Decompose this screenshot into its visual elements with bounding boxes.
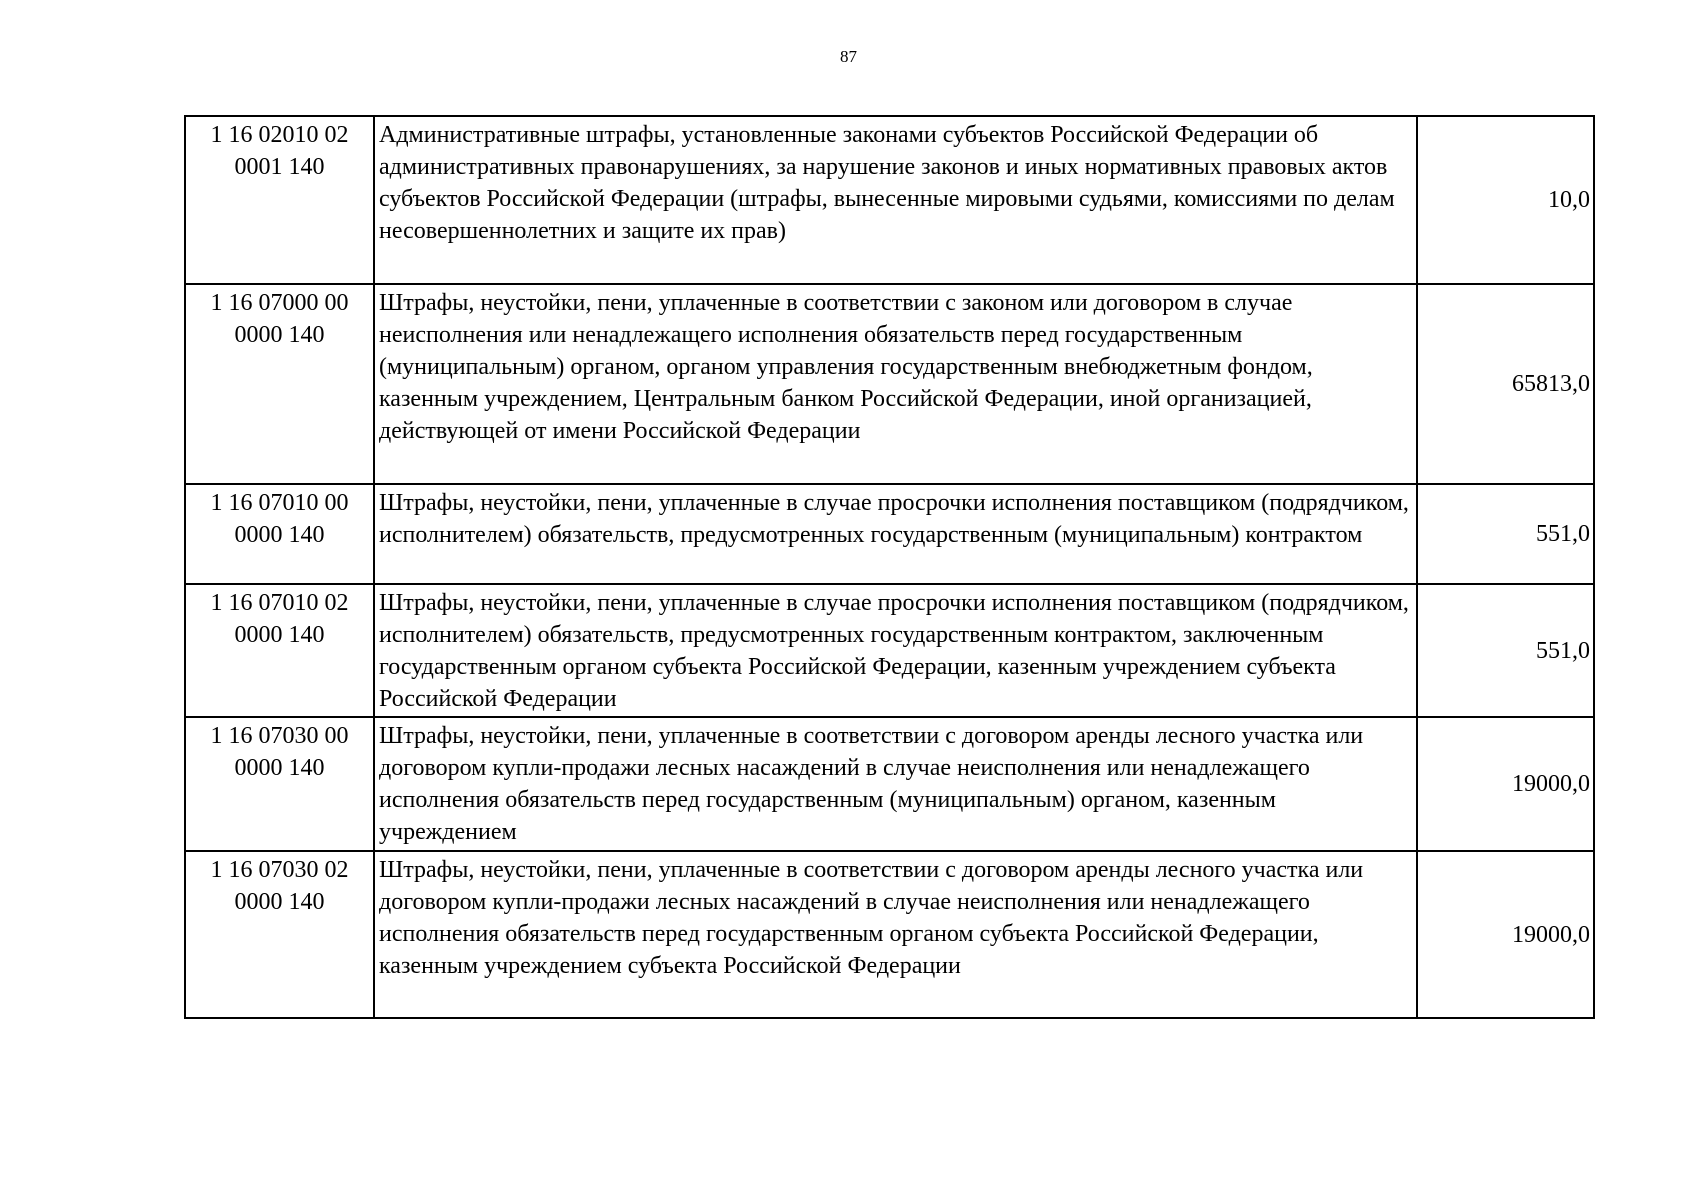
revenue-code-line: 0000 140 xyxy=(234,755,325,781)
page-number: 87 xyxy=(840,47,857,66)
table-row xyxy=(185,284,1594,484)
amount-cell: 551,0 xyxy=(1417,484,1594,584)
table-row xyxy=(185,717,1594,851)
table-row xyxy=(185,484,1594,584)
revenue-code-line: 1 16 07010 02 xyxy=(210,590,349,616)
amount-cell: 10,0 xyxy=(1417,116,1594,284)
table-row xyxy=(185,116,1594,284)
revenue-code-line: 0000 140 xyxy=(234,622,325,648)
revenue-code-line: 1 16 07000 00 xyxy=(210,290,349,316)
revenue-description-cell: Административные штрафы, установленные законами субъектов Российской Федерации об административных правонарушениях, за нарушение законов и иных нормативных правовых актов субъектов Российской Федерации (штрафы, вынесенные мировыми судьями, комиссиями по делам несовершеннолетних и защите их прав) xyxy=(374,116,1417,284)
revenue-code-line: 1 16 07030 00 xyxy=(210,723,349,749)
revenue-code-cell xyxy=(185,717,374,851)
revenue-description-cell: Штрафы, неустойки, пени, уплаченные в соответствии с договором аренды лесного участка или договором купли-продажи лесных насаждений в случае неисполнения или ненадлежащего исполнения обязательств перед государственным (муниципальным) органом, казенным учреждением xyxy=(374,717,1417,851)
table-row xyxy=(185,851,1594,1018)
revenue-code-line: 0000 140 xyxy=(234,889,325,915)
revenue-code-line: 0000 140 xyxy=(234,322,325,348)
revenue-code-cell xyxy=(185,116,374,284)
amount-cell: 551,0 xyxy=(1417,584,1594,717)
revenue-code-line: 0000 140 xyxy=(234,522,325,548)
revenue-code-line: 0001 140 xyxy=(234,154,325,180)
revenue-description-cell: Штрафы, неустойки, пени, уплаченные в соответствии с договором аренды лесного участка или договором купли-продажи лесных насаждений в случае неисполнения или ненадлежащего исполнения обязательств перед государственным органом субъекта Российской Федерации, казенным учреждением субъекта Российской Федерации xyxy=(374,851,1417,1018)
amount-cell: 19000,0 xyxy=(1417,717,1594,851)
revenue-description-cell: Штрафы, неустойки, пени, уплаченные в случае просрочки исполнения поставщиком (подрядчиком, исполнителем) обязательств, предусмотренных государственным (муниципальным) контрактом xyxy=(374,484,1417,584)
revenue-description-cell: Штрафы, неустойки, пени, уплаченные в случае просрочки исполнения поставщиком (подрядчиком, исполнителем) обязательств, предусмотренных государственным контрактом, заключенным государственным органом субъекта Российской Федерации, казенным учреждением субъекта Российской Федерации xyxy=(374,584,1417,717)
amount-cell: 19000,0 xyxy=(1417,851,1594,1018)
revenue-code-line: 1 16 07010 00 xyxy=(210,490,349,516)
revenue-description-cell: Штрафы, неустойки, пени, уплаченные в соответствии с законом или договором в случае неисполнения или ненадлежащего исполнения обязательств перед государственным (муниципальным) органом, органом управления государственным внебюджетным фондом, казенным учреждением, Центральным банком Российской Федерации, иной организацией, действующей от имени Российской Федерации xyxy=(374,284,1417,484)
table-row xyxy=(185,584,1594,717)
revenue-code-line: 1 16 07030 02 xyxy=(210,857,349,883)
revenue-code-line: 1 16 02010 02 xyxy=(210,122,349,148)
revenue-code-cell xyxy=(185,851,374,1018)
budget-revenue-table xyxy=(184,115,1595,1019)
revenue-code-cell xyxy=(185,484,374,584)
revenue-code-cell xyxy=(185,284,374,484)
amount-cell: 65813,0 xyxy=(1417,284,1594,484)
revenue-code-cell xyxy=(185,584,374,717)
